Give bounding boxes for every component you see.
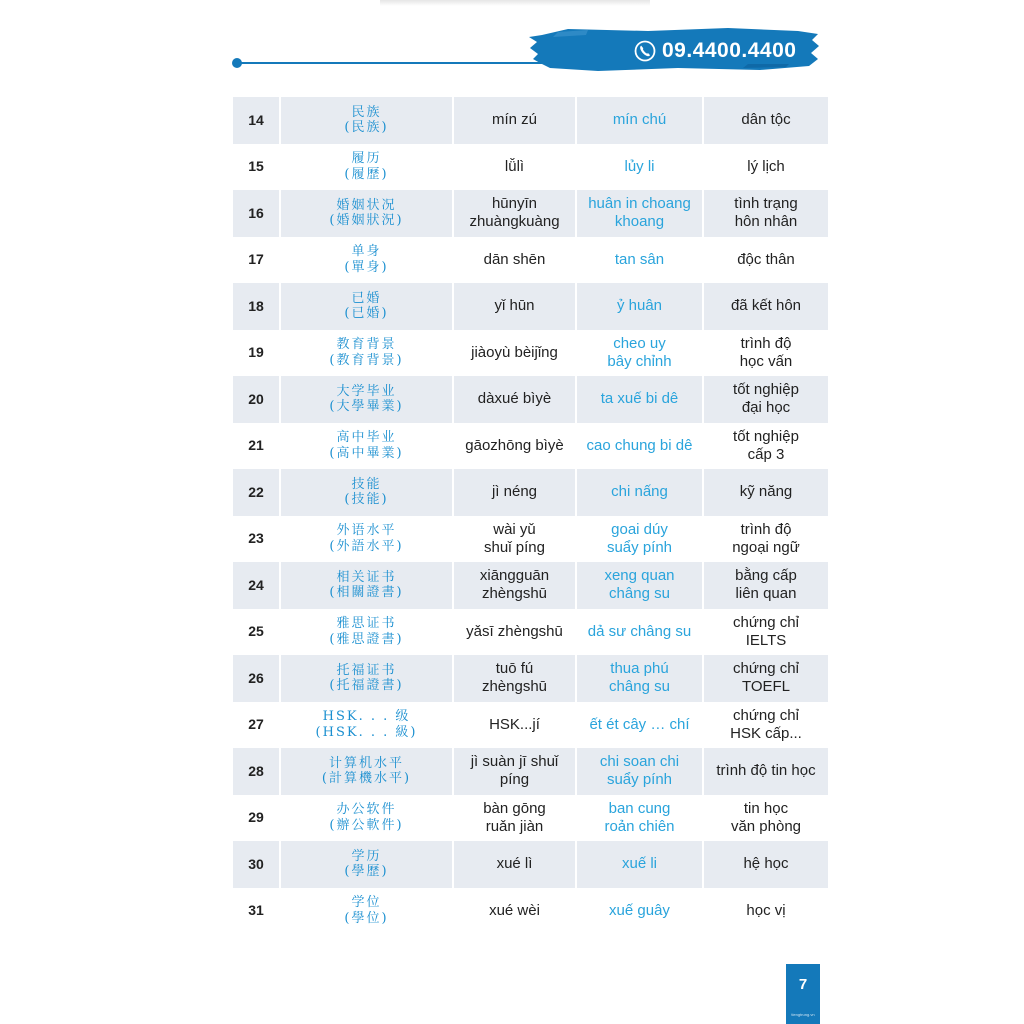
chinese-term-line: 婚姻状况 <box>336 197 397 213</box>
pinyin-line: lǚlì <box>504 157 525 175</box>
vietnamese-meaning-cell <box>703 609 828 656</box>
chinese-term-cell <box>280 702 453 749</box>
entry-number-cell: 26 <box>233 655 280 702</box>
pinyin-line: zhèngshū <box>481 585 548 603</box>
pinyin-cell <box>453 795 576 842</box>
vietnamese-meaning-line: cấp 3 <box>747 445 785 463</box>
phonetic-reading-cell <box>576 97 703 144</box>
phone-icon <box>634 40 656 62</box>
phonetic-reading-cell <box>576 237 703 284</box>
phone-number: 09.4400.4400 <box>662 39 797 62</box>
vietnamese-meaning-cell <box>703 330 828 377</box>
pinyin-line: xué wèi <box>489 901 540 919</box>
entry-number-cell: 16 <box>233 190 280 237</box>
vietnamese-meaning-line: văn phòng <box>730 817 802 835</box>
pinyin-line: zhèngshū <box>481 678 548 696</box>
pinyin-line: wài yǔ <box>493 520 536 538</box>
chinese-term-cell <box>280 655 453 702</box>
pinyin-line: hūnyīn <box>491 195 538 213</box>
phonetic-reading-cell <box>576 841 703 888</box>
phonetic-reading-line: chi nấng <box>611 483 668 501</box>
table-row <box>233 237 828 284</box>
vietnamese-meaning-line: tốt nghiệp <box>733 427 799 445</box>
chinese-term-line: (教育背景) <box>329 352 404 368</box>
entry-number-cell: 20 <box>233 376 280 423</box>
pinyin-line: bàn gōng <box>483 799 546 817</box>
chinese-term-line: 外语水平 <box>336 523 397 539</box>
table-row <box>233 516 828 563</box>
vocabulary-table <box>233 97 828 934</box>
pinyin-line: ruǎn jiàn <box>485 817 544 835</box>
phonetic-reading-line: goai dúy <box>611 520 668 538</box>
vietnamese-meaning-cell <box>703 655 828 702</box>
table-row <box>233 376 828 423</box>
phonetic-reading-cell <box>576 516 703 563</box>
chinese-term-line: 民族 <box>351 104 382 120</box>
entry-number-cell: 29 <box>233 795 280 842</box>
phonetic-reading-line: lủy li <box>624 157 655 175</box>
phonetic-reading-cell <box>576 562 703 609</box>
pinyin-line: tuō fú <box>495 660 534 678</box>
pinyin-cell <box>453 376 576 423</box>
vietnamese-meaning-line: học vị <box>746 901 786 919</box>
vietnamese-meaning-line: HSK cấp... <box>730 724 802 742</box>
phonetic-reading-cell <box>576 609 703 656</box>
table-row <box>233 330 828 377</box>
table-row <box>233 144 828 191</box>
vietnamese-meaning-line: ngoại ngữ <box>732 538 800 556</box>
table-row <box>233 702 828 749</box>
pinyin-line: jì néng <box>491 483 538 501</box>
pinyin-cell <box>453 144 576 191</box>
phonetic-reading-line: xeng quan <box>604 567 675 585</box>
phonetic-reading-line: xuế guây <box>609 901 670 919</box>
chinese-term-line: (技能) <box>344 492 389 508</box>
pinyin-cell <box>453 516 576 563</box>
vietnamese-meaning-cell <box>703 469 828 516</box>
table-row <box>233 888 828 935</box>
entry-number-cell: 19 <box>233 330 280 377</box>
pinyin-cell <box>453 609 576 656</box>
table-row <box>233 748 828 795</box>
pinyin-cell <box>453 97 576 144</box>
vietnamese-meaning-line: trình độ tin học <box>716 762 816 780</box>
entry-number-cell: 24 <box>233 562 280 609</box>
entry-number-cell: 21 <box>233 423 280 470</box>
vietnamese-meaning-cell <box>703 376 828 423</box>
header-rule <box>236 62 796 64</box>
pinyin-cell <box>453 702 576 749</box>
chinese-term-cell <box>280 748 453 795</box>
chinese-term-cell <box>280 237 453 284</box>
phonetic-reading-cell <box>576 469 703 516</box>
vietnamese-meaning-line: tình trạng <box>734 195 798 213</box>
pinyin-line: HSK...jí <box>489 715 540 733</box>
vietnamese-meaning-cell <box>703 237 828 284</box>
phonetic-reading-line: ỷ huân <box>616 297 663 315</box>
pinyin-line: shuǐ píng <box>484 538 545 556</box>
vietnamese-meaning-line: tốt nghiệp <box>733 381 799 399</box>
vietnamese-meaning-line: bằng cấp <box>735 567 797 585</box>
table-row <box>233 655 828 702</box>
chinese-term-line: (履歷) <box>344 166 389 182</box>
vietnamese-meaning-line: dân tộc <box>741 111 791 129</box>
pinyin-line: xiāngguān <box>479 567 550 585</box>
phonetic-reading-line: mín chú <box>612 111 667 129</box>
phonetic-reading-line: chi soan chi <box>599 753 680 771</box>
phonetic-reading-cell <box>576 330 703 377</box>
entry-number-cell: 15 <box>233 144 280 191</box>
chinese-term-cell <box>280 97 453 144</box>
pinyin-cell <box>453 237 576 284</box>
vietnamese-meaning-cell <box>703 841 828 888</box>
pinyin-cell <box>453 655 576 702</box>
chinese-term-line: (單身) <box>344 259 389 275</box>
phonetic-reading-cell <box>576 702 703 749</box>
phonetic-reading-line: châng su <box>609 678 670 696</box>
header-rule-dot <box>232 58 242 68</box>
vietnamese-meaning-cell <box>703 283 828 330</box>
chinese-term-line: (已婚) <box>344 306 389 322</box>
phonetic-reading-cell <box>576 748 703 795</box>
pinyin-line: dān shēn <box>483 250 546 268</box>
pinyin-cell <box>453 283 576 330</box>
phonetic-reading-cell <box>576 190 703 237</box>
entry-number-cell: 31 <box>233 888 280 935</box>
chinese-term-line: (相關證書) <box>329 585 404 601</box>
table-row <box>233 423 828 470</box>
vietnamese-meaning-line: chứng chỉ <box>733 660 799 678</box>
chinese-term-cell <box>280 516 453 563</box>
chinese-term-line: (大學畢業) <box>329 399 404 415</box>
phonetic-reading-line: roản chiên <box>604 817 675 835</box>
chinese-term-line: (高中畢業) <box>329 445 404 461</box>
pinyin-line: zhuàngkuàng <box>469 213 560 231</box>
chinese-term-cell <box>280 562 453 609</box>
vietnamese-meaning-line: tin học <box>743 799 789 817</box>
table-row <box>233 609 828 656</box>
table-row <box>233 469 828 516</box>
vietnamese-meaning-line: chứng chỉ <box>733 706 799 724</box>
chinese-term-line: 履历 <box>351 151 382 167</box>
chinese-term-line: 学位 <box>351 895 382 911</box>
phonetic-reading-line: suẩy pính <box>606 771 673 789</box>
chinese-term-line: (辦公軟件) <box>329 817 404 833</box>
pinyin-cell <box>453 841 576 888</box>
pinyin-line: píng <box>499 771 530 789</box>
chinese-term-cell <box>280 144 453 191</box>
chinese-term-line: 已婚 <box>351 290 382 306</box>
chinese-term-cell <box>280 283 453 330</box>
table-row <box>233 283 828 330</box>
top-shadow <box>380 0 650 6</box>
chinese-term-line: (婚姻狀況) <box>329 213 404 229</box>
pinyin-cell <box>453 888 576 935</box>
chinese-term-line: (HSK. . . 級) <box>315 724 418 740</box>
vietnamese-meaning-cell <box>703 795 828 842</box>
chinese-term-cell <box>280 609 453 656</box>
chinese-term-line: HSK. . . 级 <box>322 709 411 725</box>
vietnamese-meaning-line: trình độ <box>740 334 792 352</box>
vietnamese-meaning-line: lý lịch <box>747 157 785 175</box>
vietnamese-meaning-line: liên quan <box>735 585 797 603</box>
phonetic-reading-line: suẩy pính <box>606 538 673 556</box>
phonetic-reading-cell <box>576 423 703 470</box>
vietnamese-meaning-cell <box>703 97 828 144</box>
pinyin-cell <box>453 562 576 609</box>
phonetic-reading-line: huân in choang <box>588 195 691 213</box>
phonetic-reading-cell <box>576 144 703 191</box>
chinese-term-line: (學位) <box>344 910 389 926</box>
chinese-term-line: 大学毕业 <box>336 383 397 399</box>
pinyin-cell <box>453 190 576 237</box>
chinese-term-line: 相关证书 <box>336 569 397 585</box>
phonetic-reading-line: tan sân <box>614 250 665 268</box>
chinese-term-line: 雅思证书 <box>336 616 397 632</box>
pinyin-line: jì suàn jī shuǐ <box>470 753 559 771</box>
vietnamese-meaning-cell <box>703 702 828 749</box>
vietnamese-meaning-line: đại học <box>741 399 791 417</box>
table-row <box>233 97 828 144</box>
vietnamese-meaning-line: hôn nhân <box>734 213 798 231</box>
pinyin-cell <box>453 469 576 516</box>
chinese-term-cell <box>280 330 453 377</box>
phonetic-reading-cell <box>576 655 703 702</box>
pinyin-cell <box>453 423 576 470</box>
phonetic-reading-cell <box>576 376 703 423</box>
vietnamese-meaning-line: độc thân <box>737 250 795 268</box>
table-row <box>233 562 828 609</box>
entry-number-cell: 18 <box>233 283 280 330</box>
entry-number-cell: 30 <box>233 841 280 888</box>
chinese-term-cell <box>280 795 453 842</box>
page-tab-caption: tiengtrung.vn <box>791 1012 815 1017</box>
entry-number-cell: 22 <box>233 469 280 516</box>
pinyin-line: yǎsī zhèngshū <box>466 622 563 640</box>
phonetic-reading-line: cao chung bi dê <box>586 436 693 454</box>
vietnamese-meaning-cell <box>703 562 828 609</box>
chinese-term-line: 学历 <box>351 848 382 864</box>
vietnamese-meaning-line: kỹ năng <box>739 483 793 501</box>
table-row <box>233 841 828 888</box>
phonetic-reading-line: ban cung <box>608 799 671 817</box>
entry-number-cell: 25 <box>233 609 280 656</box>
page-number-tab <box>786 964 820 1024</box>
table-row <box>233 795 828 842</box>
phonetic-reading-line: châng su <box>609 585 670 603</box>
vietnamese-meaning-cell <box>703 516 828 563</box>
phonetic-reading-line: cheo uy <box>613 334 666 352</box>
pinyin-line: yǐ hūn <box>494 297 535 315</box>
chinese-term-cell <box>280 376 453 423</box>
phonetic-reading-line: bây chỉnh <box>607 352 672 370</box>
pinyin-line: dàxué bìyè <box>477 390 552 408</box>
pinyin-line: mín zú <box>491 111 537 129</box>
phonetic-reading-cell <box>576 795 703 842</box>
chinese-term-line: 教育背景 <box>336 337 397 353</box>
entry-number-cell: 14 <box>233 97 280 144</box>
pinyin-line: gāozhōng bìyè <box>465 436 564 454</box>
vietnamese-meaning-line: TOEFL <box>741 678 791 696</box>
chinese-term-line: (雅思證書) <box>329 631 404 647</box>
chinese-term-line: 技能 <box>351 476 382 492</box>
entry-number-cell: 17 <box>233 237 280 284</box>
phonetic-reading-line: ta xuế bi dê <box>600 390 679 408</box>
phonetic-reading-line: ết ét cây … chí <box>589 715 690 733</box>
phonetic-reading-line: dả sư châng su <box>587 622 692 640</box>
pinyin-line: xué lì <box>496 855 533 873</box>
pinyin-cell <box>453 330 576 377</box>
vietnamese-meaning-line: trình độ <box>740 520 792 538</box>
entry-number-cell: 23 <box>233 516 280 563</box>
chinese-term-cell <box>280 841 453 888</box>
vietnamese-meaning-cell <box>703 190 828 237</box>
phonetic-reading-cell <box>576 283 703 330</box>
table-row <box>233 190 828 237</box>
chinese-term-cell <box>280 423 453 470</box>
vietnamese-meaning-line: hệ học <box>743 855 789 873</box>
chinese-term-line: 托福证书 <box>336 662 397 678</box>
vietnamese-meaning-cell <box>703 748 828 795</box>
entry-number-cell: 28 <box>233 748 280 795</box>
pinyin-line: jiàoyù bèijǐng <box>471 343 558 361</box>
chinese-term-line: (計算機水平) <box>321 771 412 787</box>
chinese-term-line: 单身 <box>351 244 382 260</box>
chinese-term-cell <box>280 888 453 935</box>
chinese-term-line: 高中毕业 <box>336 430 397 446</box>
vietnamese-meaning-cell <box>703 888 828 935</box>
vietnamese-meaning-cell <box>703 423 828 470</box>
phonetic-reading-line: khoang <box>614 213 665 231</box>
phonetic-reading-cell <box>576 888 703 935</box>
vietnamese-meaning-line: đã kết hôn <box>730 297 802 315</box>
chinese-term-line: (學歷) <box>344 864 389 880</box>
pinyin-cell <box>453 748 576 795</box>
vietnamese-meaning-line: học vấn <box>739 352 793 370</box>
chinese-term-cell <box>280 190 453 237</box>
vietnamese-meaning-line: IELTS <box>745 631 787 649</box>
chinese-term-cell <box>280 469 453 516</box>
chinese-term-line: 办公软件 <box>336 802 397 818</box>
entry-number-cell: 27 <box>233 702 280 749</box>
vietnamese-meaning-line: chứng chỉ <box>733 613 799 631</box>
header-phone <box>634 38 796 64</box>
chinese-term-line: (民族) <box>344 120 389 136</box>
chinese-term-line: (托福證書) <box>329 678 404 694</box>
phonetic-reading-line: xuế li <box>621 855 658 873</box>
phonetic-reading-line: thua phú <box>610 660 669 678</box>
chinese-term-line: 计算机水平 <box>328 755 404 771</box>
chinese-term-line: (外語水平) <box>329 538 404 554</box>
vietnamese-meaning-cell <box>703 144 828 191</box>
page-number: 7 <box>798 976 808 993</box>
